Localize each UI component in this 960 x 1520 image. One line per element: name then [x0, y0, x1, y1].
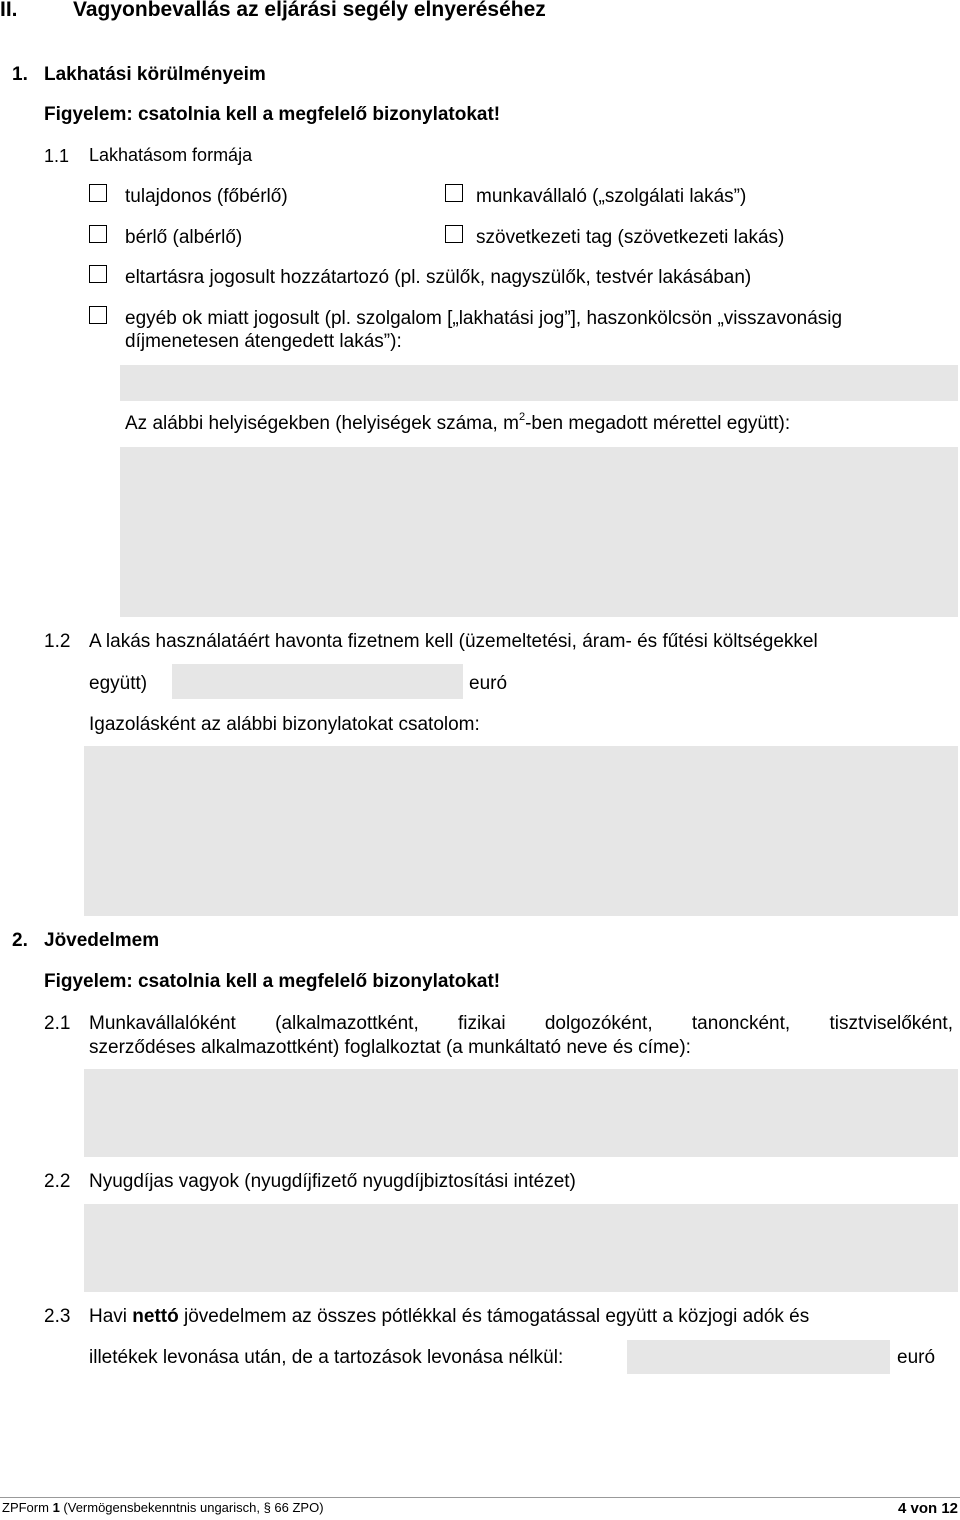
q12-number: 1.2: [44, 631, 71, 652]
checkbox-relative[interactable]: [89, 265, 107, 283]
option-coop: szövetkezeti tag (szövetkezeti lakás): [476, 227, 785, 248]
q21-line2: szerződéses alkalmazottként) foglalkoztat (a munkáltató neve és címe):: [89, 1037, 691, 1058]
checkbox-other[interactable]: [89, 306, 107, 324]
q23-number: 2.3: [44, 1306, 71, 1327]
s1-number: 1.: [12, 64, 28, 85]
q23-line2: illetékek levonása után, de a tartozások levonása nélkül:: [89, 1347, 564, 1368]
rooms-field[interactable]: [120, 447, 958, 617]
checkbox-owner[interactable]: [89, 184, 107, 202]
net-income-field[interactable]: [627, 1340, 890, 1374]
q12-text-cont: együtt): [89, 673, 148, 694]
footer-page: 4 von 12: [897, 1500, 958, 1517]
s1-warning: Figyelem: csatolnia kell a megfelelő bizonylatokat!: [44, 104, 501, 125]
option-other: egyéb ok miatt jogosult (pl. szolgalom [„lakhatási jog”], haszonkölcsön „visszavonásig: [125, 308, 843, 329]
employer-field[interactable]: [84, 1069, 958, 1157]
section-number: II.: [0, 0, 18, 21]
monthly-cost-field[interactable]: [172, 664, 463, 699]
checkbox-tenant[interactable]: [89, 225, 107, 243]
footer-divider: [0, 1497, 960, 1498]
q21-line1: Munkavállalóként (alkalmazottként, fizikai dolgozóként, tanoncként, tisztviselőként,: [89, 1013, 953, 1034]
q22-number: 2.2: [44, 1171, 71, 1192]
s2-number: 2.: [12, 930, 28, 951]
option-tenant: bérlő (albérlő): [125, 227, 243, 248]
option-relative: eltartásra jogosult hozzátartozó (pl. szülők, nagyszülők, testvér lakásában): [125, 267, 752, 288]
q12-text: A lakás használatáért havonta fizetnem kell (üzemeltetési, áram- és fűtési költségekkel: [89, 631, 818, 652]
s1-title: Lakhatási körülményeim: [44, 64, 266, 85]
option-employee: munkavállaló („szolgálati lakás”): [476, 186, 747, 207]
footer-form-id: ZPForm 1 (Vermögensbekenntnis ungarisch, § 66 ZPO): [2, 1500, 324, 1515]
rooms-label: Az alábbi helyiségekben (helyiségek száma, $m^2$-ben megadott mérettel együtt):: [125, 411, 791, 434]
option-other-cont: díjmenetesen átengedett lakás”):: [125, 331, 402, 352]
monthly-cost-unit: euró: [469, 673, 508, 694]
q11-label: Lakhatásom formája: [89, 145, 253, 165]
proof-field[interactable]: [84, 746, 958, 916]
checkbox-coop[interactable]: [445, 225, 463, 243]
net-income-unit: euró: [897, 1347, 936, 1368]
q23-text: Havi nettó jövedelmem az összes pótlékkal és támogatással együtt a közjogi adók és: [89, 1306, 810, 1327]
checkbox-employee[interactable]: [445, 184, 463, 202]
section-title: Vagyonbevallás az eljárási segély elnyeréséhez: [73, 0, 546, 21]
s2-title: Jövedelmem: [44, 930, 160, 951]
other-reason-field[interactable]: [120, 365, 958, 401]
q11-number: 1.1: [44, 146, 70, 166]
option-owner: tulajdonos (főbérlő): [125, 186, 288, 207]
q22-text: Nyugdíjas vagyok (nyugdíjfizető nyugdíjbiztosítási intézet): [89, 1171, 576, 1192]
pension-field[interactable]: [84, 1204, 958, 1292]
s2-warning: Figyelem: csatolnia kell a megfelelő bizonylatokat!: [44, 971, 501, 992]
proof-label: Igazolásként az alábbi bizonylatokat csatolom:: [89, 714, 480, 735]
q21-number: 2.1: [44, 1013, 71, 1034]
